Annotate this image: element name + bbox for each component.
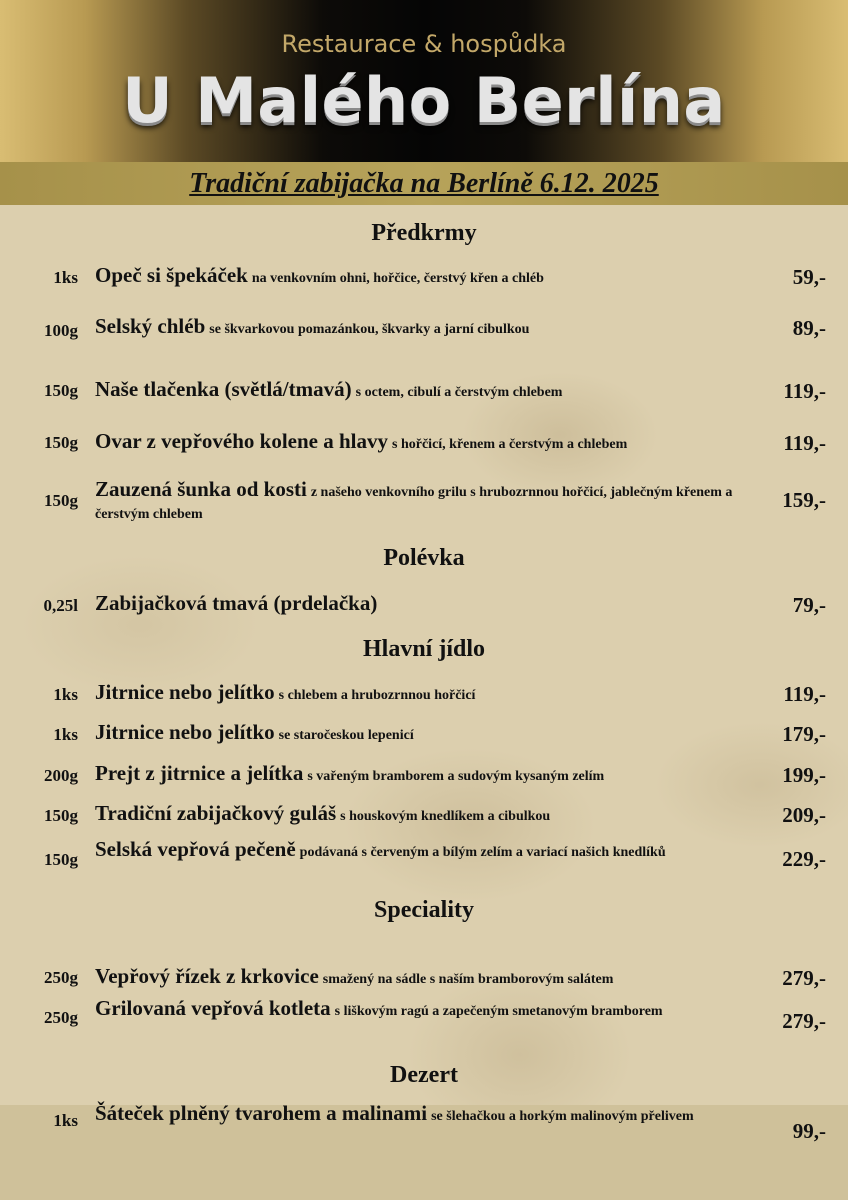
item-desc <box>95 316 745 340</box>
item-desc <box>95 803 745 827</box>
item-qty: 150g <box>44 433 78 452</box>
item-desc <box>95 593 745 617</box>
item-price: 229,- <box>782 847 826 871</box>
item-price: 209,- <box>782 803 826 827</box>
item-price: 179,- <box>782 722 826 746</box>
item-name: Naše tlačenka (světlá/tmavá) <box>95 377 352 401</box>
item-desc <box>95 1103 745 1127</box>
section-polevka: Polévka <box>383 545 465 571</box>
restaurant-title: U Malého Berlína <box>122 64 726 137</box>
item-name: Šáteček plněný tvarohem a malinami <box>95 1101 428 1125</box>
item-desc <box>95 682 745 706</box>
item-extra: z našeho venkovního grilu s hrubozrnnou hořčicí, jablečným křenem a čerstvým chlebem <box>95 485 733 522</box>
item-price: 159,- <box>782 488 826 512</box>
item-extra: podávaná s červeným a bílým zelím a variací našich knedlíků <box>299 845 666 860</box>
item-name: Selská vepřová pečeně <box>95 837 296 861</box>
item-desc <box>95 431 745 455</box>
item-price: 119,- <box>783 682 826 706</box>
item-qty: 1ks <box>53 268 78 287</box>
item-name: Ovar z vepřového kolene a hlavy <box>95 429 389 453</box>
item-name: Zauzená šunka od kosti <box>95 477 307 501</box>
item-desc <box>95 966 745 990</box>
item-price: 119,- <box>783 379 826 403</box>
event-title: Tradiční zabijačka na Berlíně 6.12. 2025 <box>189 168 659 199</box>
item-extra: s octem, cibulí a čerstvým chlebem <box>355 385 563 400</box>
item-desc <box>95 379 745 403</box>
item-extra: s hořčicí, křenem a čerstvým a chlebem <box>392 437 628 452</box>
item-qty: 100g <box>44 321 78 340</box>
item-qty: 1ks <box>53 685 78 704</box>
item-name: Vepřový řízek z krkovice <box>95 964 319 988</box>
item-name: Prejt z jitrnice a jelítka <box>95 761 304 785</box>
item-extra: s liškovým ragú a zapečeným smetanovým bramborem <box>334 1004 663 1019</box>
item-name: Grilovaná vepřová kotleta <box>95 996 331 1020</box>
item-name: Jitrnice nebo jelítko <box>95 680 275 704</box>
restaurant-subtitle: Restaurace & hospůdka <box>281 30 567 58</box>
item-price: 279,- <box>782 1009 826 1033</box>
item-extra: s vařeným bramborem a sudovým kysaným zelím <box>307 769 605 784</box>
item-desc <box>95 722 745 746</box>
item-desc <box>95 763 745 787</box>
item-price: 59,- <box>792 265 826 289</box>
item-desc <box>95 265 745 289</box>
item-qty: 200g <box>44 766 78 785</box>
item-extra: na venkovním ohni, hořčice, čerstvý křen a chléb <box>251 271 544 286</box>
section-predkrmy: Předkrmy <box>371 220 477 246</box>
item-extra: se škvarkovou pomazánkou, škvarky a jarní cibulkou <box>209 322 530 337</box>
item-price: 89,- <box>792 316 826 340</box>
item-qty: 150g <box>44 381 78 400</box>
item-qty: 1ks <box>53 1111 78 1130</box>
item-qty: 1ks <box>53 725 78 744</box>
item-name: Opeč si špekáček <box>95 263 248 287</box>
item-name: Selský chléb <box>95 314 206 338</box>
item-qty: 0,25l <box>43 596 78 615</box>
item-desc <box>95 839 745 863</box>
item-qty: 150g <box>44 491 78 510</box>
item-name: Jitrnice nebo jelítko <box>95 720 275 744</box>
section-hlavni: Hlavní jídlo <box>362 636 486 662</box>
item-price: 79,- <box>792 593 826 617</box>
item-name: Zabijačková tmavá (prdelačka) <box>95 591 378 615</box>
item-extra: se šlehačkou a horkým malinovým přelivem <box>431 1109 694 1124</box>
item-name: Tradiční zabijačkový guláš <box>95 801 337 825</box>
item-extra: smažený na sádle s naším bramborovým salátem <box>322 972 614 987</box>
item-price: 279,- <box>782 966 826 990</box>
item-extra: se staročeskou lepenicí <box>278 728 414 743</box>
item-qty: 250g <box>44 1008 78 1027</box>
item-desc <box>95 479 745 525</box>
section-speciality: Speciality <box>374 897 474 923</box>
item-qty: 150g <box>44 806 78 825</box>
item-price: 199,- <box>782 763 826 787</box>
item-desc <box>95 998 745 1022</box>
item-extra: s chlebem a hrubozrnnou hořčicí <box>278 688 476 703</box>
item-price: 119,- <box>783 431 826 455</box>
section-dezert: Dezert <box>390 1062 458 1088</box>
item-qty: 250g <box>44 968 78 987</box>
item-price: 99,- <box>792 1119 826 1143</box>
item-qty: 150g <box>44 850 78 869</box>
item-extra: s houskovým knedlíkem a cibulkou <box>340 809 551 824</box>
